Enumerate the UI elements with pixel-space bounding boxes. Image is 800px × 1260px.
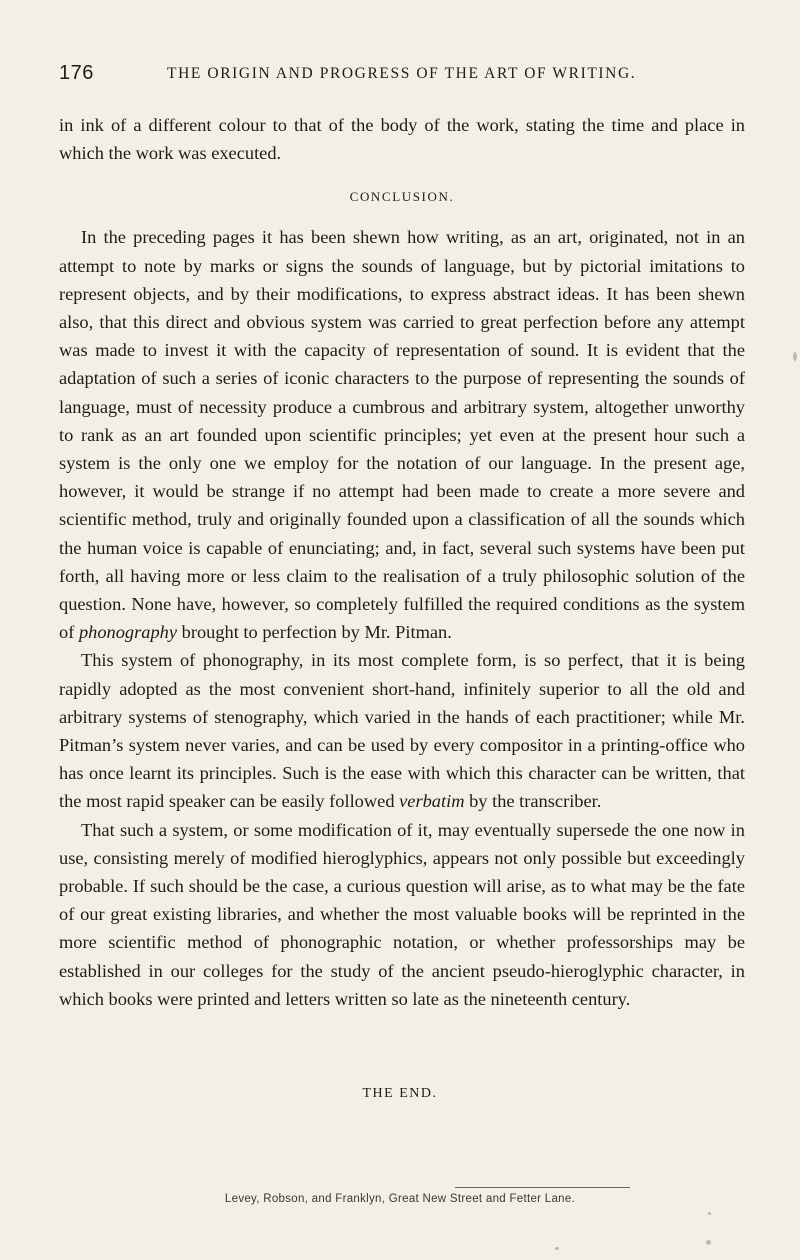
- paragraph-3: That such a system, or some modification of it, may eventually supersede the one now in use, consisting merely of modified hieroglyphics, appears not only possible but exceedingly probable. If such should be the case, a curious question will arise, as to what may be the fate of our great existing libraries, and whether the most valuable books will be reprinted in the more scientific method of phonographic notation, or whether professorships may be established in our colleges for the study of the ancient pseudo-hieroglyphic character, in which books were printed and letters written so late as the nineteenth century.: [59, 819, 745, 1009]
- paragraph-2-text-b: by the transcriber.: [469, 791, 602, 812]
- paragraph-1-text-a: In the preceding pages it has been shewn how writing, as an art, originated, not in an attempt to note by marks or signs the sounds of language, but by pictorial imitations to represent objects, and by their modifications, to express abstract ideas. It has been shewn also, that this direct and obvious system was carried to great perfection before any attempt was made to invest it with the capacity of representation of sound. It is evident that the adaptation of such a series of iconic characters to the purpose of representing the sounds of language, must of necessity produce a cumbrous and arbitrary system, altogether unworthy to rank as an art founded upon scientific principles; yet even at the present hour such a system is the only one we employ for the notation of our language. In the present age, however, it would be strange if no attempt had been made to create a more severe and scientific method, truly and originally founded upon a classification of all the sounds which the human voice is capable of enunciating; and, in fact, several such systems have been put forth, all having more or less claim to the realisation of a truly philosophic solution of the question. None have, however, so completely fulfilled the required conditions as the system of: [59, 227, 745, 643]
- imprint-rule: [455, 1187, 630, 1188]
- paper-speck: [708, 1212, 711, 1215]
- the-end: THE END.: [362, 1086, 438, 1101]
- running-title: THE ORIGIN AND PROGRESS OF THE ART OF WRITING.: [167, 65, 637, 82]
- paragraph-1: [59, 223, 745, 646]
- paper-speck: [793, 352, 797, 361]
- paper-speck: [706, 1240, 711, 1245]
- paragraph-2-emphasis: verbatim: [399, 791, 465, 812]
- section-heading: CONCLUSION.: [349, 189, 455, 205]
- paragraph-2-text-a: This system of phonography, in its most complete form, is so perfect, that it is being rapidly adopted as the most convenient short-hand, infinitely superior to all the old and arbitrary systems of stenography, which varied in the hands of each practitioner; while Mr. Pitman’s system never varies, and can be used by every compositor in a printing-office who has once learnt its principles. Such is the ease with which this character can be written, that the most rapid speaker can be easily followed: [59, 650, 745, 812]
- paper-speck: [555, 1247, 559, 1250]
- lead-paragraph: in ink of a different colour to that of the body of the work, stating the time and place in which the work was executed.: [59, 115, 745, 164]
- paragraph-1-text-b: brought to perfection by Mr. Pitman.: [181, 622, 452, 643]
- paragraph-2: [59, 646, 745, 815]
- printer-imprint: Levey, Robson, and Franklyn, Great New Street and Fetter Lane.: [224, 1193, 576, 1205]
- page-number: 176: [59, 62, 94, 84]
- paragraph-1-emphasis: phonography: [78, 622, 178, 643]
- page-body: [59, 111, 745, 1013]
- page-header: [59, 62, 745, 88]
